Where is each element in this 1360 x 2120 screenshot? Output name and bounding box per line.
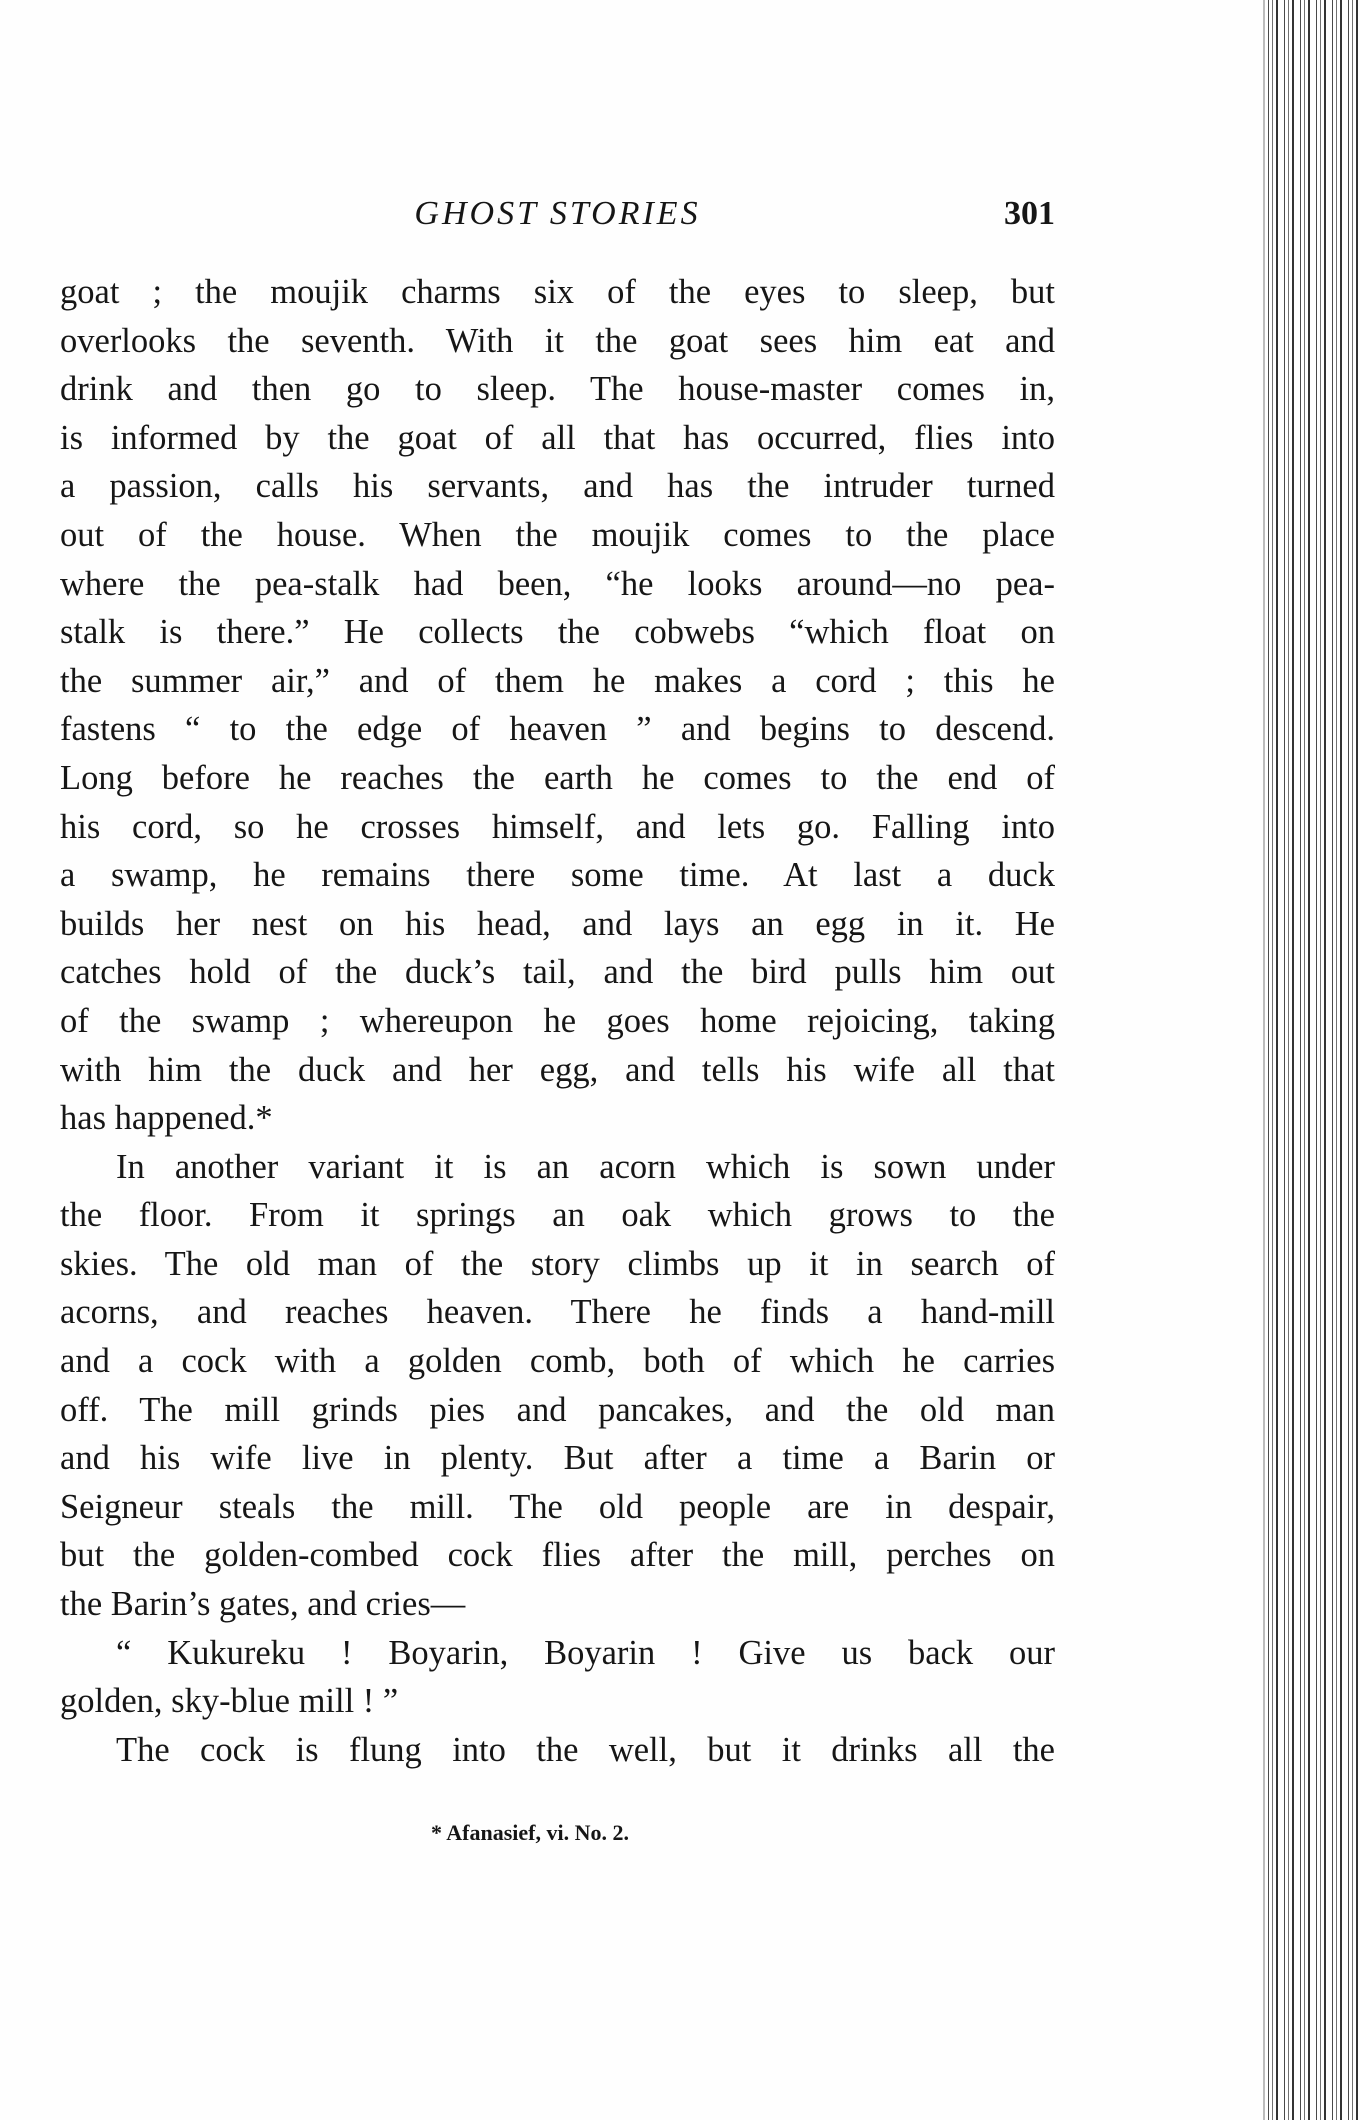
text-line: of the swamp ; whereupon he goes home rejoicing, taking bbox=[60, 1001, 1055, 1040]
text-line: and his wife live in plenty. But after a time a Barin or bbox=[60, 1439, 1055, 1478]
text-line: and a cock with a golden comb, both of which he carries bbox=[60, 1342, 1055, 1381]
text-line: off. The mill grinds pies and pancakes, and the old man bbox=[60, 1390, 1055, 1429]
text-line: his cord, so he crosses himself, and lets go. Falling into bbox=[60, 807, 1055, 846]
page-number: 301 bbox=[1004, 195, 1055, 232]
text-line: Long before he reaches the earth he comes to the end of bbox=[60, 758, 1055, 797]
paragraph-start-line: In another variant it is an acorn which is sown under bbox=[116, 1147, 1055, 1186]
text-line: where the pea-stalk had been, “he looks around—no pea- bbox=[60, 564, 1055, 603]
text-line: Seigneur steals the mill. The old people are in despair, bbox=[60, 1487, 1055, 1526]
text-line: catches hold of the duck’s tail, and the bird pulls him out bbox=[60, 953, 1055, 992]
text-line: with him the duck and her egg, and tells his wife all that bbox=[60, 1050, 1055, 1089]
body-text bbox=[60, 268, 1055, 1774]
paragraph-start-line: The cock is flung into the well, but it drinks all the bbox=[116, 1730, 1055, 1769]
text-line: overlooks the seventh. With it the goat sees him eat and bbox=[60, 321, 1055, 360]
text-line: the floor. From it springs an oak which grows to the bbox=[60, 1196, 1055, 1235]
text-line: has happened.* bbox=[60, 1099, 273, 1138]
footnote: * Afanasief, vi. No. 2. bbox=[431, 1820, 629, 1845]
text-line: acorns, and reaches heaven. There he finds a hand-mill bbox=[60, 1293, 1055, 1332]
text-line: the summer air,” and of them he makes a cord ; this he bbox=[60, 661, 1055, 700]
text-line: a passion, calls his servants, and has the intruder turned bbox=[60, 467, 1055, 506]
book-spine-edge bbox=[1265, 0, 1360, 2120]
quote-line: “ Kukureku ! Boyarin, Boyarin ! Give us back our bbox=[116, 1633, 1055, 1672]
text-line: drink and then go to sleep. The house-master comes in, bbox=[60, 370, 1055, 409]
text-line: stalk is there.” He collects the cobwebs “which float on bbox=[60, 613, 1055, 652]
text-line: goat ; the moujik charms six of the eyes to sleep, but bbox=[60, 273, 1055, 311]
text-line: a swamp, he remains there some time. At last a duck bbox=[60, 856, 1055, 895]
text-line: fastens “ to the edge of heaven ” and begins to descend. bbox=[60, 710, 1055, 749]
text-line: but the golden-combed cock flies after the mill, perches on bbox=[60, 1536, 1055, 1575]
text-line: is informed by the goat of all that has occurred, flies into bbox=[60, 418, 1055, 457]
running-title: GHOST STORIES bbox=[414, 195, 701, 232]
quote-line: golden, sky-blue mill ! ” bbox=[60, 1682, 399, 1721]
text-line: the Barin’s gates, and cries— bbox=[60, 1585, 466, 1624]
text-line: out of the house. When the moujik comes to the place bbox=[60, 515, 1055, 554]
text-line: skies. The old man of the story climbs up it in search of bbox=[60, 1244, 1055, 1283]
text-line: builds her nest on his head, and lays an egg in it. He bbox=[60, 904, 1055, 943]
page-header bbox=[60, 195, 1055, 245]
